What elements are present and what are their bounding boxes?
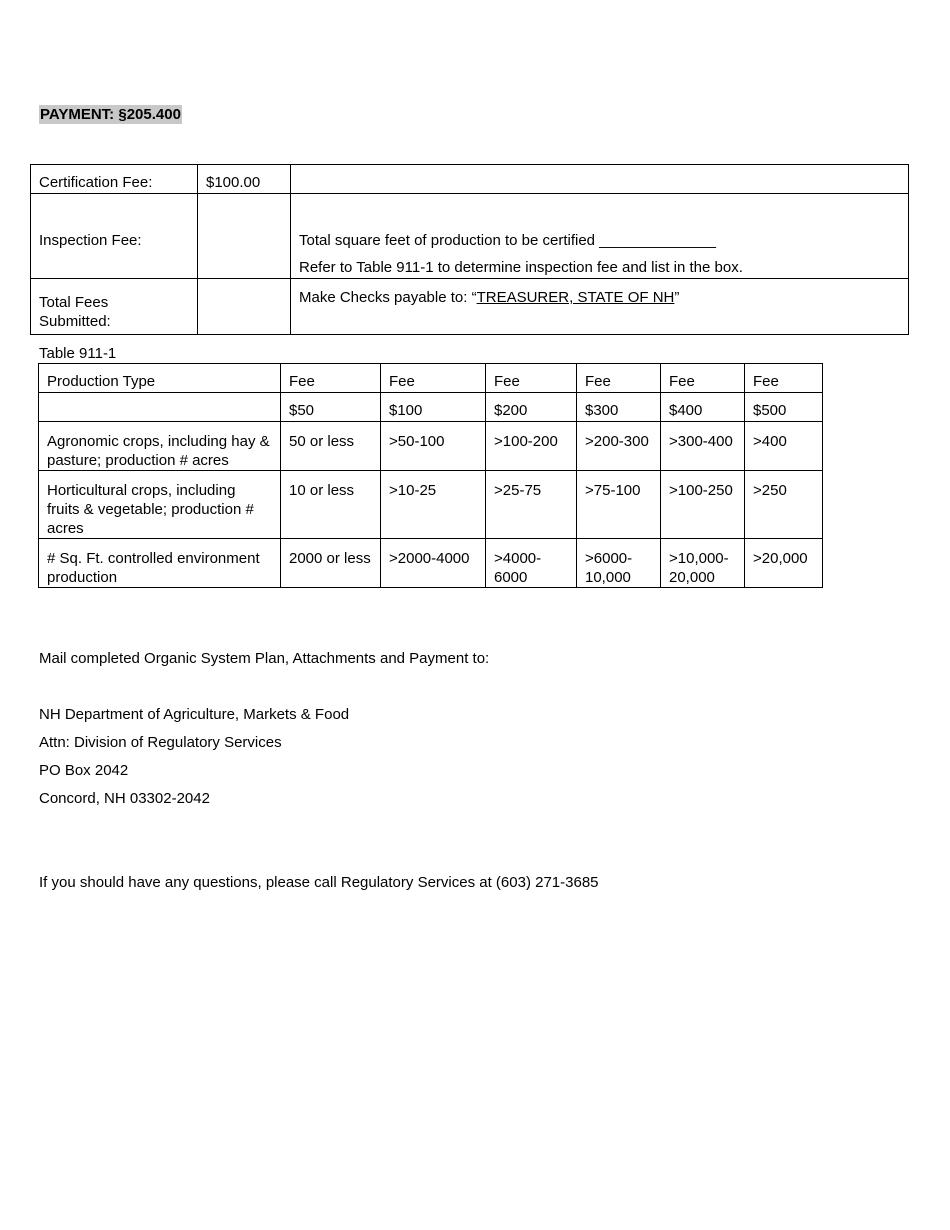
header-fee: Fee	[661, 364, 745, 393]
table-cell: 2000 or less	[281, 539, 381, 588]
inspection-fee-row	[31, 194, 909, 279]
fee-table	[30, 164, 909, 335]
certification-fee-amount: $100.00	[198, 165, 291, 194]
certification-fee-notes	[291, 165, 909, 194]
amount-200: $200	[486, 393, 577, 422]
amount-400: $400	[661, 393, 745, 422]
inspection-fee-notes	[291, 194, 909, 279]
table-cell: >300-400	[661, 422, 745, 471]
row-controlled-environment-type: # Sq. Ft. controlled environment production	[39, 539, 281, 588]
table-cell: >100-250	[661, 471, 745, 539]
checks-payee: TREASURER, STATE OF NH	[476, 289, 675, 306]
table-row	[39, 539, 823, 588]
table-cell: >10-25	[381, 471, 486, 539]
certification-fee-label: Certification Fee:	[31, 165, 198, 194]
table-cell: >250	[745, 471, 823, 539]
table-cell: >75-100	[577, 471, 661, 539]
mailing-intro: Mail completed Organic System Plan, Attachments and Payment to:	[39, 650, 490, 667]
total-fees-row	[31, 279, 909, 335]
checks-prefix: Make Checks payable to: “	[299, 289, 477, 306]
table-cell: >25-75	[486, 471, 577, 539]
table-911-amount-row	[39, 393, 823, 422]
table-cell: >200-300	[577, 422, 661, 471]
table-cell: >4000-6000	[486, 539, 577, 588]
checks-suffix: ”	[674, 289, 680, 306]
amount-blank	[39, 393, 281, 422]
table-cell: >6000-10,000	[577, 539, 661, 588]
table-911-1	[38, 363, 823, 588]
amount-300: $300	[577, 393, 661, 422]
address-attention: Attn: Division of Regulatory Services	[39, 734, 282, 751]
table-911-caption: Table 911-1	[39, 345, 117, 362]
row-agronomic-type: Agronomic crops, including hay & pasture; production # acres	[39, 422, 281, 471]
address-city: Concord, NH 03302-2042	[39, 790, 210, 807]
header-fee: Fee	[381, 364, 486, 393]
checks-payable-line	[291, 279, 909, 335]
header-fee: Fee	[281, 364, 381, 393]
total-fees-amount[interactable]	[198, 279, 291, 335]
table-cell: 10 or less	[281, 471, 381, 539]
table-cell: >2000-4000	[381, 539, 486, 588]
square-feet-line: Total square feet of production to be certified ______________	[299, 232, 716, 249]
header-fee: Fee	[486, 364, 577, 393]
questions-contact: If you should have any questions, please call Regulatory Services at (603) 271-3685	[39, 874, 599, 891]
inspection-fee-amount[interactable]	[198, 194, 291, 279]
table-cell: >400	[745, 422, 823, 471]
inspection-fee-label: Inspection Fee:	[31, 194, 198, 279]
table-cell: >50-100	[381, 422, 486, 471]
header-fee: Fee	[577, 364, 661, 393]
address-po-box: PO Box 2042	[39, 762, 129, 779]
row-horticultural-type: Horticultural crops, including fruits & vegetable; production # acres	[39, 471, 281, 539]
total-fees-label	[31, 279, 198, 335]
amount-100: $100	[381, 393, 486, 422]
table-911-header-row	[39, 364, 823, 393]
header-production-type: Production Type	[39, 364, 281, 393]
total-fees-label-line2: Submitted:	[39, 313, 111, 330]
table-cell: >100-200	[486, 422, 577, 471]
table-cell: 50 or less	[281, 422, 381, 471]
header-fee: Fee	[745, 364, 823, 393]
total-fees-label-line1: Total Fees	[39, 294, 109, 311]
certification-fee-row	[31, 165, 909, 194]
payment-heading: PAYMENT: §205.400	[40, 106, 181, 123]
table-row	[39, 422, 823, 471]
table-cell: >20,000	[745, 539, 823, 588]
table-cell: >10,000-20,000	[661, 539, 745, 588]
table-reference-line: Refer to Table 911-1 to determine inspection fee and list in the box.	[299, 259, 743, 276]
amount-50: $50	[281, 393, 381, 422]
table-row	[39, 471, 823, 539]
address-department: NH Department of Agriculture, Markets & Food	[39, 706, 350, 723]
amount-500: $500	[745, 393, 823, 422]
